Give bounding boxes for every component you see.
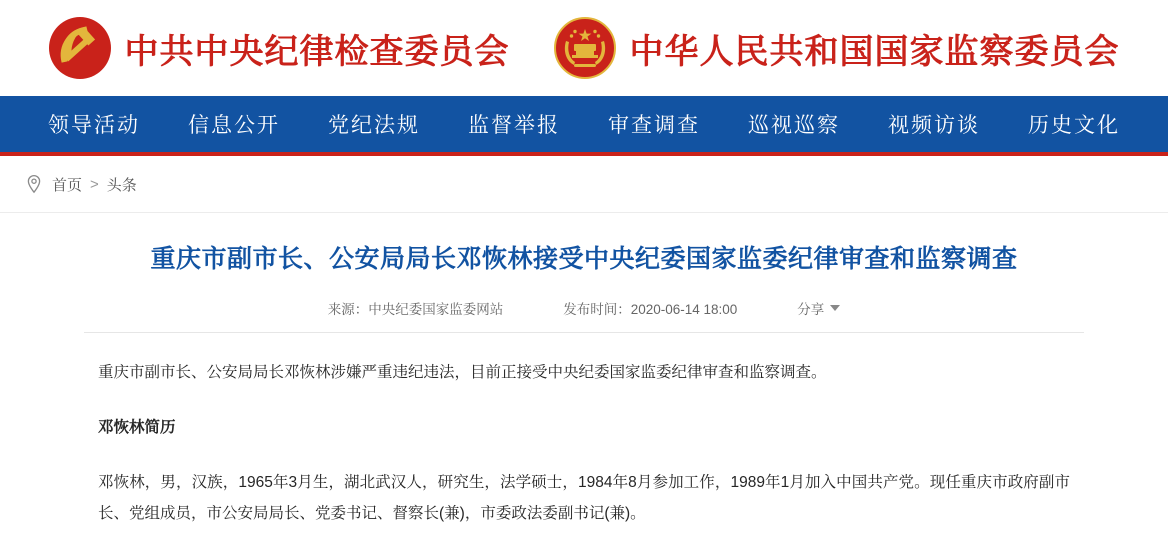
org-title-cpc: 中共中央纪律检查委员会 [124,31,510,72]
article-paragraph-2: 邓恢林，男，汉族，1965年3月生，湖北武汉人，研究生，法学硕士，1984年8月参加工作，1989年1月加入中国共产党。现任重庆市政府副市长、党组成员，市公安局局长、党委书记、督察长(兼)，市委政法委副书记(兼)。 [98,474,1070,522]
article-body [84,357,1084,529]
chevron-down-icon [830,305,840,311]
org-title-national: 中华人民共和国国家监察委员会 [629,31,1120,72]
article-paragraph-0: 重庆市副市长、公安局局长邓恢林涉嫌严重违纪违法，目前正接受中央纪委国家监委纪律审查和监察调查。 [98,364,827,381]
breadcrumb-current[interactable]: 头条 [106,176,137,194]
nav-item-6[interactable]: 视频访谈 [888,113,980,137]
article [0,241,1168,529]
national-emblem [554,17,616,79]
org-block-cpc [49,17,510,79]
article-paragraph-1: 邓恢林简历 [98,419,176,436]
org-block-national [554,17,1120,79]
breadcrumb-separator: > [90,175,99,193]
site-header [0,0,1168,96]
nav-item-0[interactable]: 领导活动 [48,113,140,137]
nav-item-7[interactable]: 历史文化 [1028,113,1120,137]
nav-item-1[interactable]: 信息公开 [188,113,280,137]
share-button[interactable] [797,298,840,318]
article-meta [84,298,1084,333]
nav-item-5[interactable]: 巡视巡察 [748,113,840,137]
location-pin-icon [24,174,44,194]
page-title: 重庆市副市长、公安局局长邓恢林接受中央纪委国家监委纪律审查和监察调查 [150,244,1018,273]
nav-item-2[interactable]: 党纪法规 [328,113,420,137]
main-nav [0,96,1168,156]
share-label: 分享 [797,302,825,317]
article-publish-time: 发布时间：2020-06-14 18:00 [563,302,738,317]
nav-item-3[interactable]: 监督举报 [468,113,560,137]
breadcrumb-home[interactable]: 首页 [52,176,83,194]
breadcrumb [0,156,1168,213]
nav-item-4[interactable]: 审查调查 [608,113,700,137]
cpc-hammer-sickle-emblem [49,17,111,79]
article-source: 来源：中央纪委国家监委网站 [327,302,504,317]
